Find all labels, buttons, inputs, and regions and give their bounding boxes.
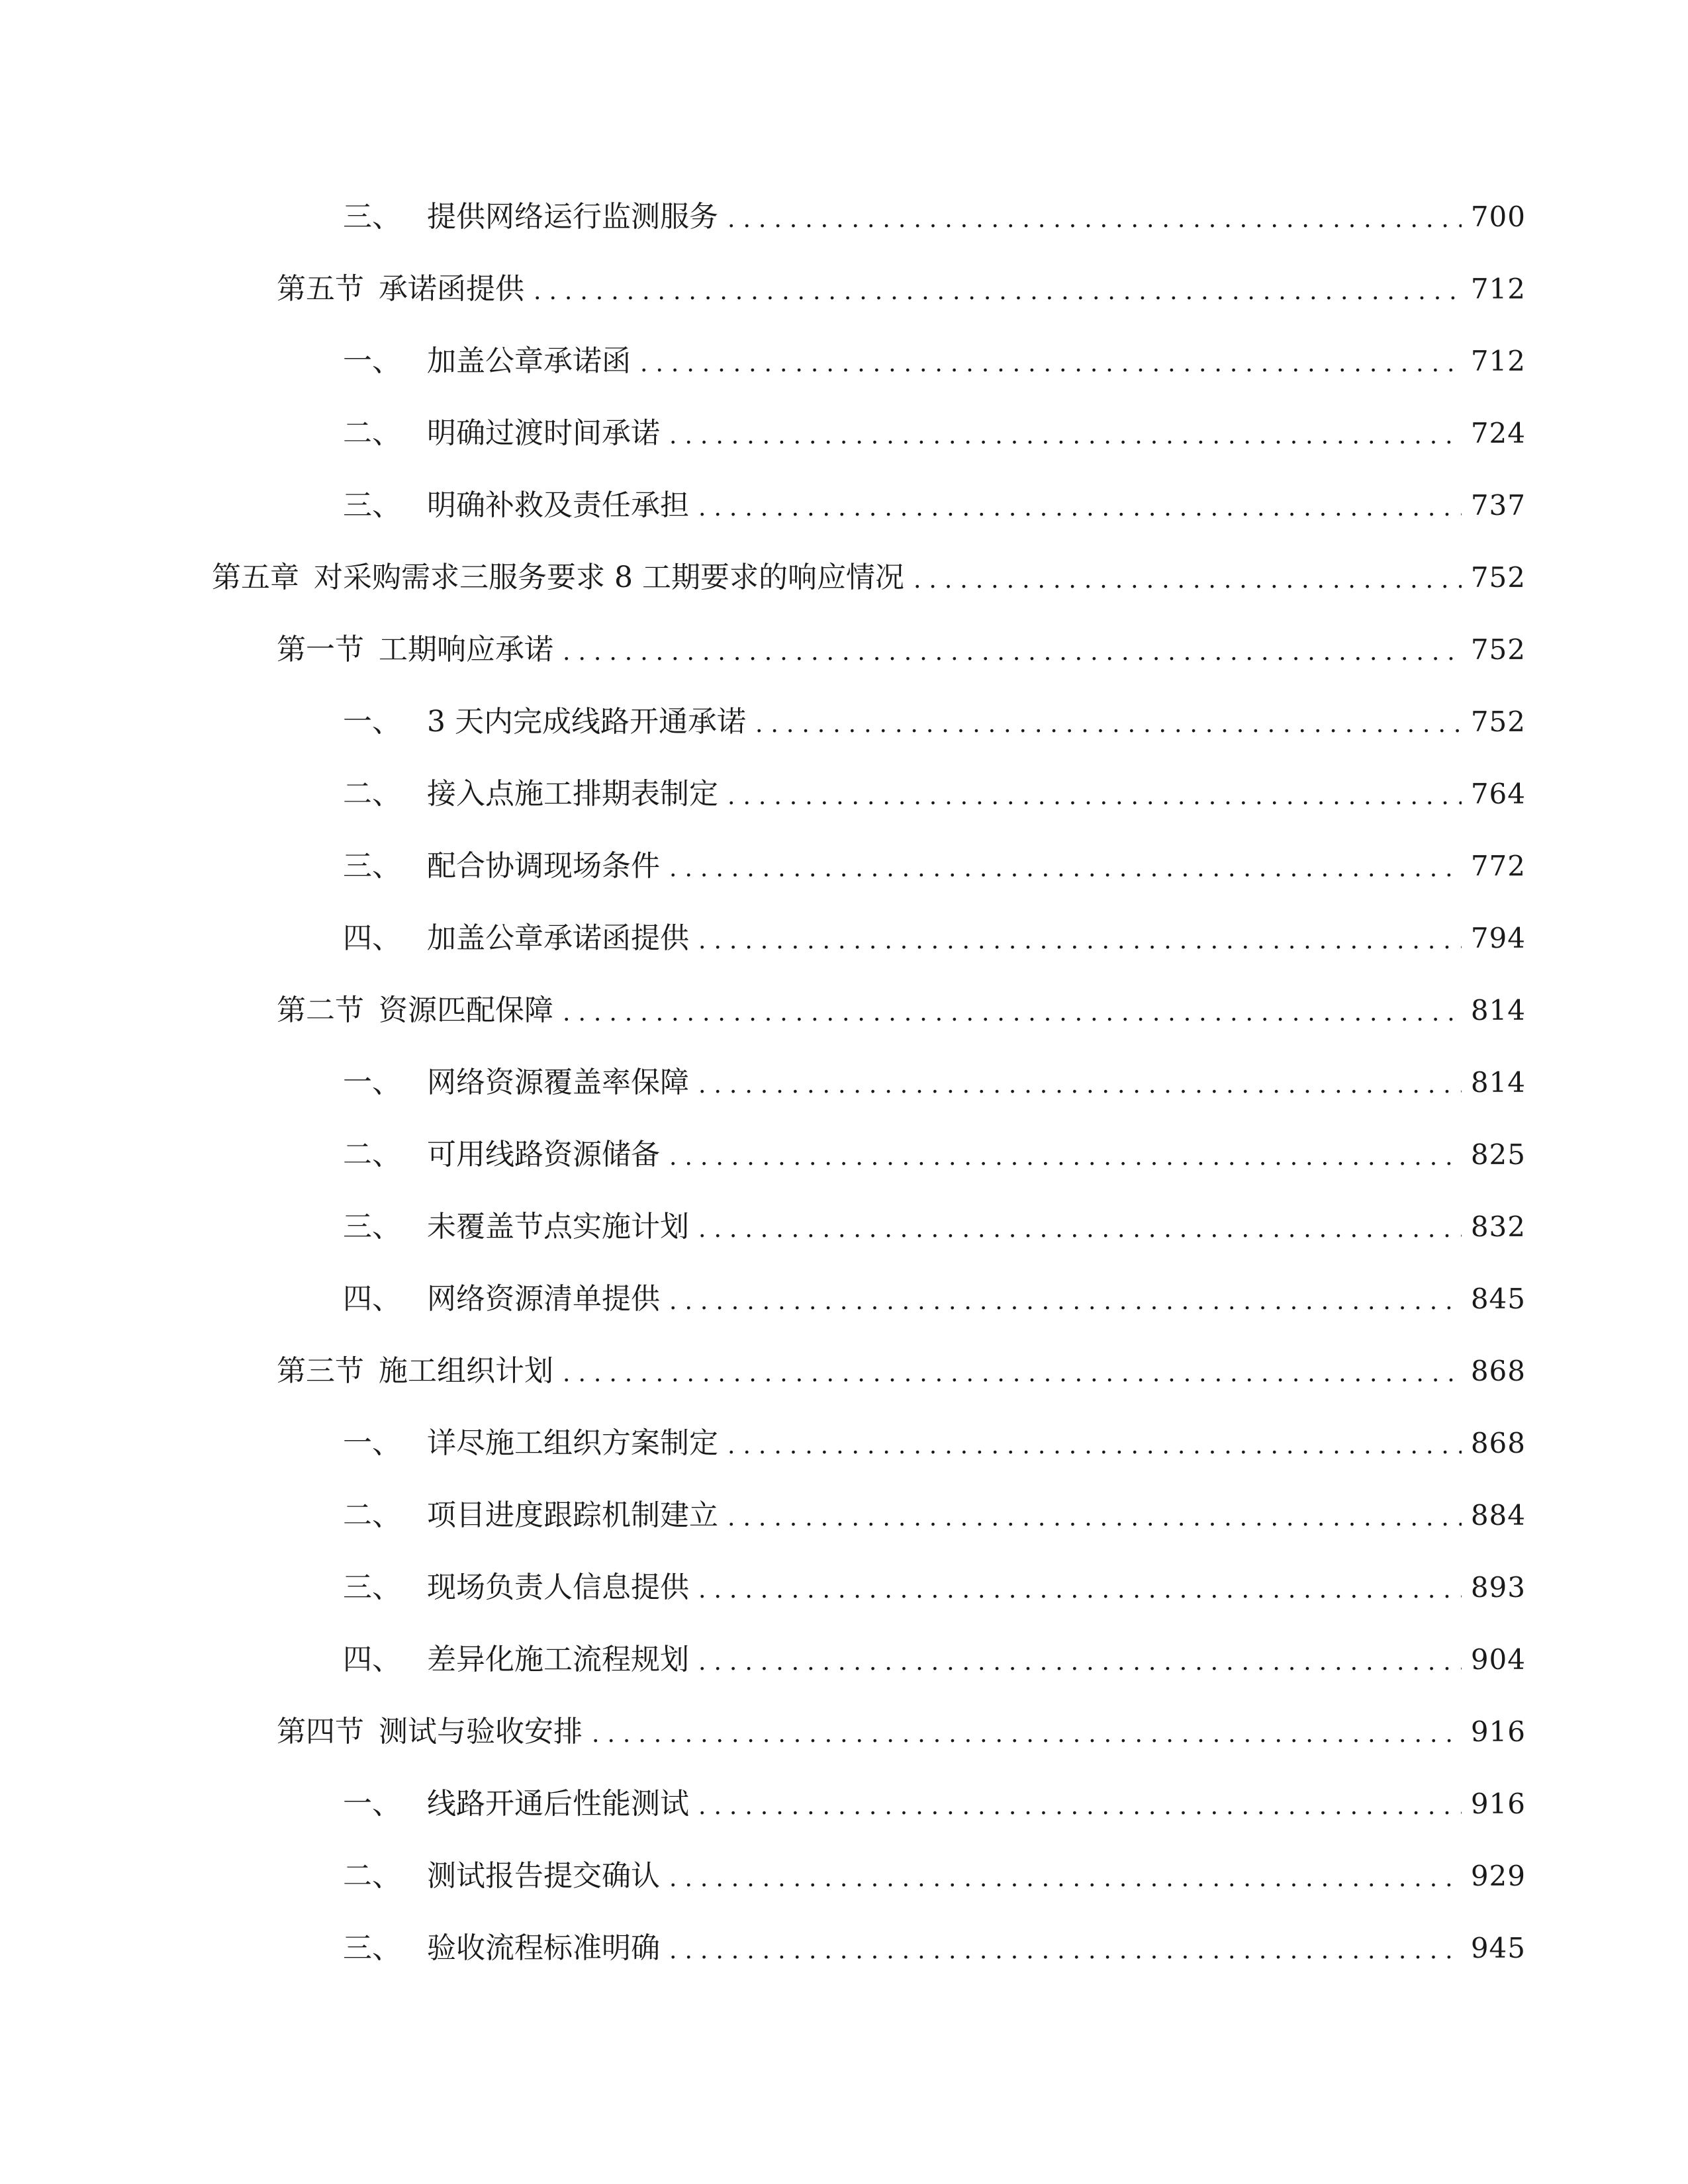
toc-dot-leader xyxy=(669,1131,1462,1184)
toc-entry[interactable] xyxy=(277,1345,1526,1398)
toc-entry-title: 可用线路资源储备 xyxy=(427,1138,660,1171)
toc-entry-marker: 一、 xyxy=(343,705,401,739)
toc-entry-marker: 二、 xyxy=(343,1498,401,1532)
toc-entry-title: 接入点施工排期表制定 xyxy=(427,777,718,811)
toc-entry-page-number: 845 xyxy=(1470,1283,1526,1315)
toc-entry-marker: 二、 xyxy=(343,1138,401,1171)
toc-entry-page-number: 825 xyxy=(1470,1138,1526,1171)
toc-dot-leader xyxy=(698,482,1462,535)
toc-entry-title: 提供网络运行监测服务 xyxy=(427,200,718,234)
toc-entry[interactable] xyxy=(343,335,1526,388)
toc-entry-title: 验收流程标准明确 xyxy=(427,1931,660,1965)
toc-entry[interactable] xyxy=(343,768,1526,821)
toc-dot-leader xyxy=(698,1564,1462,1617)
toc-entry-marker: 三、 xyxy=(343,200,401,234)
toc-dot-leader xyxy=(669,842,1462,895)
toc-entry-marker: 二、 xyxy=(343,416,401,450)
toc-entry-page-number: 929 xyxy=(1470,1860,1526,1892)
toc-entry-title: 施工组织计划 xyxy=(379,1354,553,1388)
toc-entry-title: 3 天内完成线路开通承诺 xyxy=(427,705,746,739)
toc-entry-marker: 三、 xyxy=(343,1570,401,1604)
toc-entry-marker: 二、 xyxy=(343,777,401,811)
toc-dot-leader xyxy=(563,987,1462,1040)
toc-entry-marker: 一、 xyxy=(343,1787,401,1821)
toc-entry-marker: 一、 xyxy=(343,1426,401,1460)
toc-entry[interactable] xyxy=(277,623,1526,676)
toc-entry-page-number: 868 xyxy=(1470,1355,1526,1387)
toc-entry-title: 配合协调现场条件 xyxy=(427,849,660,883)
toc-entry-page-number: 752 xyxy=(1470,561,1526,594)
toc-entry-page-number: 752 xyxy=(1470,705,1526,738)
toc-entry-title: 差异化施工流程规划 xyxy=(427,1643,689,1676)
toc-dot-leader xyxy=(727,1420,1462,1473)
toc-entry-page-number: 904 xyxy=(1470,1643,1526,1676)
toc-entry[interactable] xyxy=(212,551,1526,604)
toc-entry-page-number: 724 xyxy=(1470,417,1526,449)
toc-entry-marker: 第一节 xyxy=(277,633,364,666)
toc-entry-title: 线路开通后性能测试 xyxy=(427,1787,689,1821)
toc-entry-page-number: 752 xyxy=(1470,633,1526,666)
toc-entry-title: 网络资源清单提供 xyxy=(427,1282,660,1316)
toc-entry[interactable] xyxy=(343,840,1526,893)
toc-entry-title: 加盖公章承诺函 xyxy=(427,344,631,378)
toc-entry-marker: 第五节 xyxy=(277,272,364,306)
toc-entry-title: 工期响应承诺 xyxy=(379,633,553,666)
toc-entry[interactable] xyxy=(343,1201,1526,1253)
toc-entry[interactable] xyxy=(343,1850,1526,1903)
toc-entry-marker: 一、 xyxy=(343,1066,401,1099)
toc-entry-marker: 四、 xyxy=(343,1282,401,1316)
toc-entry-marker: 四、 xyxy=(343,921,401,955)
toc-entry-title: 加盖公章承诺函提供 xyxy=(427,921,689,955)
toc-entry-title: 测试与验收安排 xyxy=(379,1715,583,1749)
toc-entry[interactable] xyxy=(343,479,1526,532)
toc-dot-leader xyxy=(563,1347,1462,1400)
toc-dot-leader xyxy=(727,193,1462,246)
toc-entry[interactable] xyxy=(343,407,1526,460)
toc-entry-title: 明确过渡时间承诺 xyxy=(427,416,660,450)
toc-dot-leader xyxy=(592,1708,1462,1761)
toc-entry-title: 对采购需求三服务要求 8 工期要求的响应情况 xyxy=(314,561,904,594)
toc-dot-leader xyxy=(698,1203,1462,1256)
toc-entry[interactable] xyxy=(343,1778,1526,1831)
toc-entry[interactable] xyxy=(343,1056,1526,1109)
toc-entry-title: 未覆盖节点实施计划 xyxy=(427,1210,689,1244)
toc-dot-leader xyxy=(727,770,1462,823)
toc-dot-leader xyxy=(698,1780,1462,1833)
toc-entry-marker: 三、 xyxy=(343,1210,401,1244)
toc-dot-leader xyxy=(698,915,1462,968)
toc-entry-page-number: 700 xyxy=(1470,201,1526,233)
toc-dot-leader xyxy=(534,265,1462,318)
toc-entry-marker: 一、 xyxy=(343,344,401,378)
toc-dot-leader xyxy=(563,626,1462,679)
toc-entry-title: 承诺函提供 xyxy=(379,272,524,306)
toc-entry[interactable] xyxy=(343,1128,1526,1181)
toc-entry-page-number: 712 xyxy=(1470,273,1526,305)
toc-entry[interactable] xyxy=(343,1922,1526,1975)
toc-entry-marker: 三、 xyxy=(343,849,401,883)
toc-dot-leader xyxy=(698,1636,1462,1689)
toc-entry-page-number: 868 xyxy=(1470,1427,1526,1459)
toc-entry-page-number: 814 xyxy=(1470,1066,1526,1099)
toc-entry-marker: 第四节 xyxy=(277,1715,364,1749)
toc-entry-page-number: 712 xyxy=(1470,345,1526,377)
toc-entry[interactable] xyxy=(277,984,1526,1037)
toc-entry[interactable] xyxy=(343,696,1526,749)
toc-entry-page-number: 794 xyxy=(1470,922,1526,954)
toc-entry-title: 项目进度跟踪机制建立 xyxy=(427,1498,718,1532)
toc-entry-title: 网络资源覆盖率保障 xyxy=(427,1066,689,1099)
toc-entry[interactable] xyxy=(343,912,1526,965)
toc-entry[interactable] xyxy=(343,1417,1526,1470)
toc-entry-marker: 四、 xyxy=(343,1643,401,1676)
toc-entry-page-number: 945 xyxy=(1470,1932,1526,1964)
toc-entry-title: 详尽施工组织方案制定 xyxy=(427,1426,718,1460)
toc-dot-leader xyxy=(669,1852,1462,1905)
toc-dot-leader xyxy=(669,1925,1462,1978)
toc-entry-page-number: 916 xyxy=(1470,1715,1526,1748)
toc-dot-leader xyxy=(727,1492,1462,1545)
toc-entry-marker: 第五章 xyxy=(212,561,299,594)
toc-entry-page-number: 772 xyxy=(1470,850,1526,882)
toc-dot-leader xyxy=(669,1275,1462,1328)
toc-entry-marker: 第三节 xyxy=(277,1354,364,1388)
toc-entry-page-number: 764 xyxy=(1470,778,1526,810)
toc-entry-page-number: 916 xyxy=(1470,1788,1526,1820)
toc-dot-leader xyxy=(755,698,1462,751)
toc-entry[interactable] xyxy=(277,1706,1526,1758)
toc-entry-title: 明确补救及责任承担 xyxy=(427,488,689,522)
toc-entry-marker: 第二节 xyxy=(277,993,364,1027)
toc-entry-marker: 三、 xyxy=(343,488,401,522)
toc-entry-title: 测试报告提交确认 xyxy=(427,1859,660,1893)
toc-dot-leader xyxy=(698,1059,1462,1112)
toc-entry[interactable] xyxy=(343,1489,1526,1542)
toc-entry-page-number: 814 xyxy=(1470,994,1526,1026)
toc-entry-page-number: 832 xyxy=(1470,1210,1526,1243)
toc-entry-marker: 二、 xyxy=(343,1859,401,1893)
toc-entry[interactable] xyxy=(343,1273,1526,1326)
toc-dot-leader xyxy=(669,410,1462,463)
toc-entry-title: 资源匹配保障 xyxy=(379,993,553,1027)
toc-entry-page-number: 893 xyxy=(1470,1571,1526,1604)
toc-entry-title: 现场负责人信息提供 xyxy=(427,1570,689,1604)
toc-entry-page-number: 884 xyxy=(1470,1499,1526,1531)
toc-entry-page-number: 737 xyxy=(1470,489,1526,522)
toc-entry[interactable] xyxy=(343,1633,1526,1686)
toc-entry[interactable] xyxy=(343,1561,1526,1614)
toc-entry-marker: 三、 xyxy=(343,1931,401,1965)
toc-entry[interactable] xyxy=(277,263,1526,316)
toc-dot-leader xyxy=(640,338,1462,390)
toc-entry[interactable] xyxy=(343,191,1526,244)
toc-dot-leader xyxy=(914,554,1462,607)
